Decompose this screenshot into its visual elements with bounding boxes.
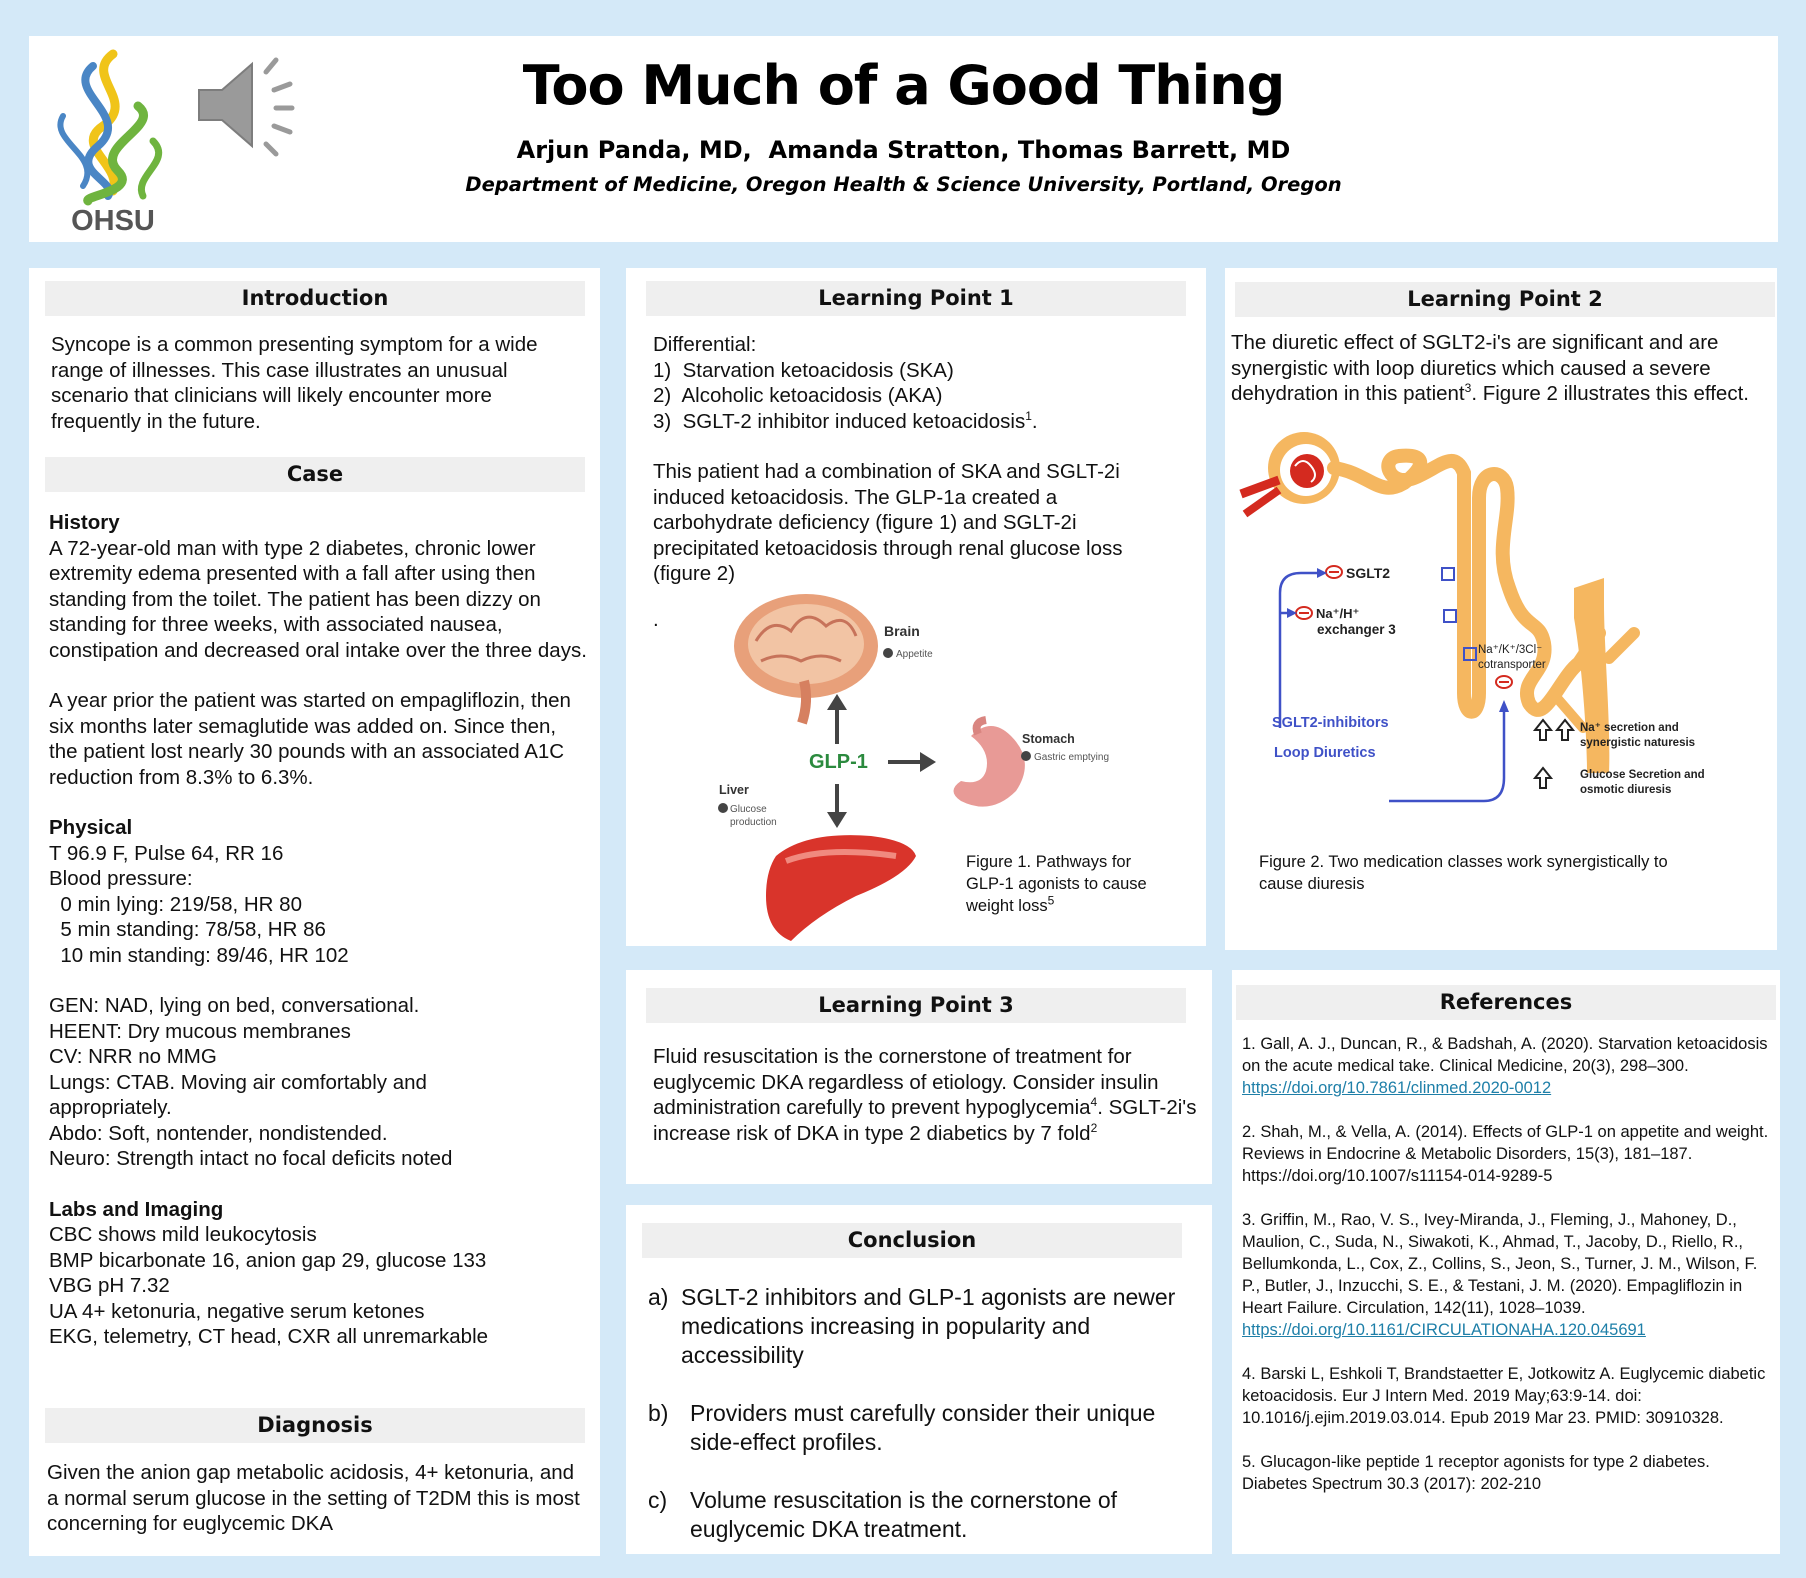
sglt2-inhibitors-label: SGLT2-inhibitors bbox=[1272, 715, 1389, 731]
references-list bbox=[1242, 1033, 1776, 1495]
vitals-line: 0 min lying: 219/58, HR 80 bbox=[49, 892, 302, 916]
nak-label: Na⁺/K⁺/3Cl⁻ bbox=[1478, 644, 1543, 656]
vitals-line: 10 min standing: 89/46, HR 102 bbox=[49, 943, 349, 967]
stomach-illustration bbox=[954, 720, 1110, 807]
ohsu-logo-text: OHSU bbox=[71, 205, 155, 236]
lp3-text-b: . SGLT-2i's increase risk of DKA in type 2 diabetics by 7 fold bbox=[653, 1096, 1197, 1145]
conclusion-item bbox=[648, 1399, 1198, 1457]
history-paragraph-1: A 72-year-old man with type 2 diabetes, chronic lower extremity edema presented with a fall after using then standing from the toilet. The patient has been dizzy on standing for three weeks, with associated nausea, constipation and decreased oral intake over the three days. bbox=[49, 536, 587, 662]
lp2-text-a: The diuretic effect of SGLT2-i's are significant and are synergistic with loop diuretics which caused a severe dehydration in this patient bbox=[1231, 331, 1719, 405]
conclusion-heading: Conclusion bbox=[642, 1223, 1182, 1258]
citation-sup: 2 bbox=[1090, 1120, 1098, 1135]
reference-link[interactable]: https://doi.org/10.1161/CIRCULATIONAHA.120.045691 bbox=[1242, 1321, 1646, 1339]
learning-point-2-heading: Learning Point 2 bbox=[1235, 282, 1775, 317]
labs-heading: Labs and Imaging bbox=[49, 1197, 224, 1221]
nah-label: Na⁺/H⁺ bbox=[1316, 606, 1360, 621]
conclusion-panel bbox=[626, 1205, 1212, 1554]
labs-line: BMP bicarbonate 16, anion gap 29, glucose 133 bbox=[49, 1248, 487, 1272]
left-column bbox=[29, 268, 600, 1556]
vitals-line: Blood pressure: bbox=[49, 867, 193, 890]
lp3-text-a: Fluid resuscitation is the cornerstone of treatment for euglycemic DKA regardless of etiology. Consider insulin administration carefully to prevent hypoglycemia bbox=[653, 1045, 1159, 1119]
labs-line: EKG, telemetry, CT head, CXR all unremarkable bbox=[49, 1325, 489, 1348]
learning-point-3-heading: Learning Point 3 bbox=[646, 988, 1186, 1023]
na-secretion-label: Na⁺ secretion and bbox=[1580, 722, 1679, 734]
figure-2 bbox=[1239, 428, 1769, 848]
sglt2-label: SGLT2 bbox=[1346, 565, 1391, 581]
brain-label: Brain bbox=[884, 623, 920, 639]
poster-title: Too Much of a Good Thing bbox=[522, 54, 1285, 117]
labs-line: CBC shows mild leukocytosis bbox=[49, 1223, 317, 1246]
labs-line: UA 4+ ketonuria, negative serum ketones bbox=[49, 1299, 425, 1323]
references-heading: References bbox=[1236, 985, 1776, 1020]
nak-label: cotransporter bbox=[1478, 659, 1546, 671]
poster-affiliation: Department of Medicine, Oregon Health & Science University, Portland, Oregon bbox=[465, 173, 1342, 196]
conclusion-text: Providers must carefully consider their unique side-effect profiles. bbox=[690, 1400, 1156, 1455]
differential-item bbox=[653, 409, 1183, 435]
liver-illustration bbox=[718, 783, 916, 941]
differential-item-end: . bbox=[1031, 409, 1038, 433]
case-body bbox=[49, 510, 589, 1350]
vitals-line: T 96.9 F, Pulse 64, RR 16 bbox=[49, 841, 284, 865]
reference-text: 1. Gall, A. J., Duncan, R., & Badshah, A. (2020). Starvation ketoacidosis on the acute medical take. Clinical Medicine, 20(3), 298–300. bbox=[1242, 1035, 1768, 1075]
learning-point-1-panel bbox=[626, 268, 1206, 946]
case-heading: Case bbox=[45, 457, 585, 492]
reference-item bbox=[1242, 1209, 1776, 1341]
glp1-label: GLP-1 bbox=[809, 751, 868, 773]
introduction-text: Syncope is a common presenting symptom for a wide range of illnesses. This case illustrates an unusual scenario that clinicians will likely encounter more frequently in the future. bbox=[51, 333, 538, 433]
stomach-sublabel: Gastric emptying bbox=[1034, 752, 1110, 763]
figure-2-caption: Figure 2. Two medication classes work synergistically to cause diuresis bbox=[1259, 853, 1668, 893]
liver-label: Liver bbox=[719, 783, 749, 797]
glucose-secretion-label: Glucose Secretion and bbox=[1580, 769, 1705, 781]
reference-item: 5. Glucagon-like peptide 1 receptor agonists for type 2 diabetes. Diabetes Spectrum 30.3 (2017): 202-210 bbox=[1242, 1453, 1710, 1493]
lp2-text-b: . Figure 2 illustrates this effect. bbox=[1471, 382, 1749, 405]
liver-sublabel: production bbox=[730, 817, 777, 828]
lp1-paragraph: This patient had a combination of SKA and SGLT-2i induced ketoacidosis. The GLP-1a created a carbohydrate deficiency (figure 1) and SGLT-2i precipitated ketoacidosis through renal glucose loss (figure 2) bbox=[653, 460, 1123, 585]
exam-line: CV: NRR no MMG bbox=[49, 1045, 217, 1068]
na-secretion-label: synergistic naturesis bbox=[1580, 737, 1696, 749]
citation-sup: 1 bbox=[1025, 408, 1032, 423]
conclusion-marker: a) bbox=[648, 1284, 669, 1310]
reference-item bbox=[1242, 1033, 1776, 1099]
conclusion-text: SGLT-2 inhibitors and GLP-1 agonists are newer medications increasing in popularity and accessibility bbox=[681, 1284, 1176, 1368]
labs-line: VBG pH 7.32 bbox=[49, 1274, 170, 1297]
header-banner bbox=[29, 36, 1778, 242]
exam-line: Lungs: CTAB. Moving air comfortably and appropriately. bbox=[49, 1070, 427, 1119]
lp3-text bbox=[653, 1044, 1198, 1146]
conclusion-text: Volume resuscitation is the cornerstone of euglycemic DKA treatment. bbox=[690, 1487, 1118, 1542]
differential-item: 2) Alcoholic ketoacidosis (AKA) bbox=[653, 384, 943, 407]
physical-heading: Physical bbox=[49, 816, 133, 839]
reference-item: 2. Shah, M., & Vella, A. (2014). Effects of GLP-1 on appetite and weight. Reviews in Endocrine & Metabolic Disorders, 15(3), 181–187. https://doi.org/10.1007/s11154-014-9289-5 bbox=[1242, 1123, 1769, 1185]
loop-diuretics-label: Loop Diuretics bbox=[1274, 745, 1376, 761]
differential-item-text: 3) SGLT-2 inhibitor induced ketoacidosis bbox=[653, 409, 1026, 433]
citation-sup: 5 bbox=[1047, 893, 1055, 908]
learning-point-2-panel bbox=[1225, 268, 1777, 950]
reference-text: 3. Griffin, M., Rao, V. S., Ivey-Miranda, J., Fleming, J., Mahoney, D., Maulion, C., Suda, N., Siwakoti, K., Ahmad, T., Jacoby, D., Riello, R., Bellumkonda, L., Cox, Z., Collins, S., Jeon, S., Turner, J. M., Wilson, F. P., Butler, J., Inzucchi, S. E., & Testani, J. M. (2020). Empagliflozin in Heart Failure. Circulation, 142(11), 1028–1039. bbox=[1242, 1211, 1758, 1317]
reference-link[interactable]: https://doi.org/10.7861/clinmed.2020-0012 bbox=[1242, 1079, 1552, 1097]
history-paragraph-2: A year prior the patient was started on empagliflozin, then six months later semaglutide was added on. Since then, the patient lost nearly 30 pounds with an associated A1C reduction from 8.3% to 6.3%. bbox=[49, 689, 571, 789]
conclusion-marker: b) bbox=[648, 1400, 669, 1426]
stomach-label: Stomach bbox=[1022, 732, 1075, 746]
glucose-secretion-label: osmotic diuresis bbox=[1580, 784, 1672, 796]
exam-line: Abdo: Soft, nontender, nondistended. bbox=[49, 1121, 388, 1145]
figure-1-caption-text: Figure 1. Pathways for GLP-1 agonists to cause weight loss bbox=[966, 853, 1147, 915]
glomerulus-illustration bbox=[1241, 432, 1340, 514]
lp1-dot: . bbox=[653, 607, 659, 631]
introduction-heading: Introduction bbox=[45, 281, 585, 316]
learning-point-1-heading: Learning Point 1 bbox=[646, 281, 1186, 316]
liver-sublabel: Glucose bbox=[730, 804, 767, 815]
differential-label: Differential: bbox=[653, 333, 757, 356]
differential-item: 1) Starvation ketoacidosis (SKA) bbox=[653, 358, 954, 382]
references-panel bbox=[1232, 970, 1780, 1554]
reference-item: 4. Barski L, Eshkoli T, Brandstaetter E, Jotkowitz A. Euglycemic diabetic ketoacidosis. Eur J Intern Med. 2019 May;63:9-14. doi: 10.1016/j.ejim.2019.03.014. Epub 2019 Mar 23. PMID: 30910328. bbox=[1242, 1365, 1766, 1427]
conclusion-item bbox=[648, 1283, 1198, 1370]
history-heading: History bbox=[49, 511, 120, 534]
citation-sup: 4 bbox=[1090, 1095, 1098, 1110]
poster-authors: Arjun Panda, MD, Amanda Stratton, Thomas Barrett, MD bbox=[516, 136, 1291, 164]
exam-line: GEN: NAD, lying on bed, conversational. bbox=[49, 994, 420, 1017]
figure-1-caption bbox=[966, 851, 1171, 917]
lp2-text bbox=[1231, 330, 1776, 407]
nah-label: exchanger 3 bbox=[1317, 622, 1396, 637]
exam-line: HEENT: Dry mucous membranes bbox=[49, 1019, 351, 1043]
citation-sup: 3 bbox=[1464, 381, 1472, 396]
diagnosis-heading: Diagnosis bbox=[45, 1408, 585, 1443]
vitals-line: 5 min standing: 78/58, HR 86 bbox=[49, 918, 326, 941]
brain-sublabel: Appetite bbox=[896, 649, 933, 660]
diagnosis-text: Given the anion gap metabolic acidosis, 4+ ketonuria, and a normal serum glucose in the setting of T2DM this is most concerning for euglycemic DKA bbox=[47, 1461, 580, 1535]
learning-point-3-panel bbox=[626, 970, 1212, 1184]
exam-line: Neuro: Strength intact no focal deficits noted bbox=[49, 1147, 453, 1170]
tubule-illustration bbox=[1334, 456, 1599, 712]
conclusion-item bbox=[648, 1486, 1198, 1544]
conclusion-marker: c) bbox=[648, 1487, 668, 1513]
